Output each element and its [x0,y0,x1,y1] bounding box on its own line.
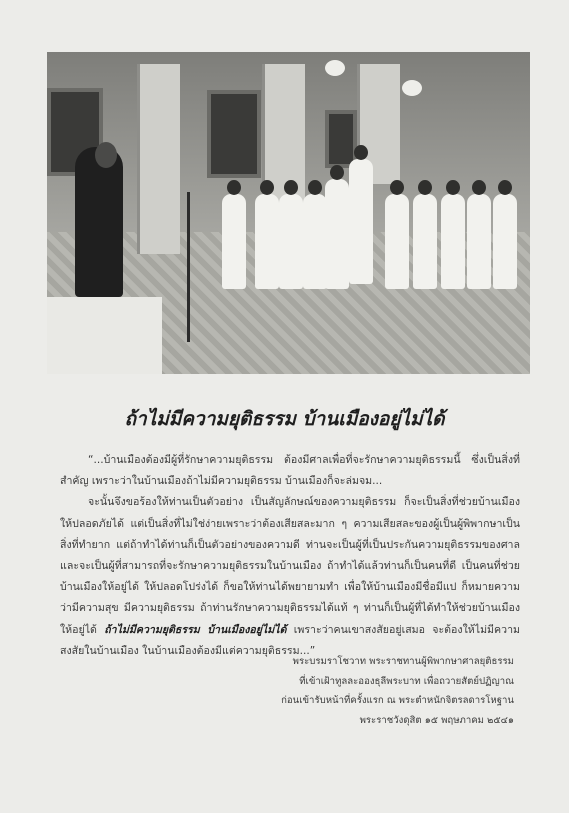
photo-person [255,194,279,289]
quote-emphasis: ถ้าไม่มีความยุติธรรม บ้านเมืองอยู่ไม่ได้ [104,623,287,636]
photo-person [467,194,491,289]
quote-text: “...บ้านเมืองต้องมีผู้ที่รักษาความยุติธรรม ต้องมีศาลเพื่อที่จะรักษาความยุติธรรมนี้ ซึ่งเป็นสิ่งที่สำคัญ เพราะว่าในบ้านเมืองถ้าไม่มีความยุติธรรม บ้านเมืองก็จะล่มจม... [60,454,520,488]
quote-text: จะนั้นจึงขอร้องให้ท่านเป็นตัวอย่าง เป็นสัญลักษณ์ของความยุติธรรม ก็จะเป็นสิ่งที่ช่วยบ้านเมืองให้ปลอดภัยได้ แต่เป็นสิ่งที่ไม่ใช่ง่ายเพราะว่าต้องเสียสละมาก ๆ ความเสียสละของผู้เป็นผู้พิพากษาเป็นสิ่งที่ทำยาก แต่ถ้าทำได้ท่านก็เป็นตัวอย่างของความดี ท่านจะเป็นผู้ที่เป็นประกันความยุติธรรมของศาล และจะเป็นผู้ที่สามารถที่จะรักษาความยุติธรรมในบ้านเมือง ถ้าทำได้แล้วท่านก็เป็นคนที่ดี เป็นคนที่ช่วยบ้านเมืองให้อยู่ได้ ให้ปลอดโปร่งได้ ก็ขอให้ท่านได้พยายามทำ เพื่อให้บ้านเมืองมีชื่อมีแป ก็หมายความว่ามีความสุข มีความยุติธรรม ถ้าท่านรักษาความยุติธรรมได้แท้ ๆ ท่านก็เป็นผู้ที่ได้ทำให้ช่วยบ้านเมืองให้อยู่ได้ [60,496,520,636]
photo-person [385,194,409,289]
attribution-line-2: ที่เข้าเฝ้าทูลละอองธุลีพระบาท เพื่อถวายสัตย์ปฏิญาณ [299,675,514,687]
photo-person [441,194,465,289]
quote-body [60,450,520,662]
attribution-line-3: ก่อนเข้ารับหน้าที่ครั้งแรก ณ พระตำหนักจิตรลดารโหฐาน [281,695,514,706]
photo-person [413,194,437,289]
photo-painting-right [325,110,357,168]
photo-speaker [75,147,123,297]
photo-table [47,297,162,374]
photo-person [222,194,246,289]
attribution [214,652,514,730]
photo-person [493,194,517,289]
attribution-line-4: พระราชวังดุสิต ๑๕ พฤษภาคม ๒๕๔๑ [359,714,514,726]
photo-person [303,194,327,289]
photo-curtain-left [137,64,180,254]
attribution-line-1: พระบรมราโชวาท พระราชทานผู้พิพากษาศาลยุติธรรม [292,656,514,667]
photo-painting-center [207,90,261,178]
page-title: ถ้าไม่มีความยุติธรรม บ้านเมืองอยู่ไม่ได้ [124,408,445,430]
photo-speaker-head [95,142,117,168]
photo-person [325,179,349,289]
quote-text-end: เพราะว่าคนเขาสงสัยอยู่เสมอ จะต้องให้ไม่มีความสงสัยในบ้านเมือง ในบ้านเมืองต้องมีแต่ความยุติธรรม...” [60,623,520,657]
quote-paragraph-2 [60,492,520,662]
photo-chandelier-2 [402,80,422,96]
photo-person [279,194,303,289]
photo-chandelier-1 [325,60,345,76]
photo-person [349,159,373,284]
photo-microphone-stand [187,192,190,342]
quote-paragraph-1 [60,450,520,492]
ceremony-photo [47,52,530,374]
